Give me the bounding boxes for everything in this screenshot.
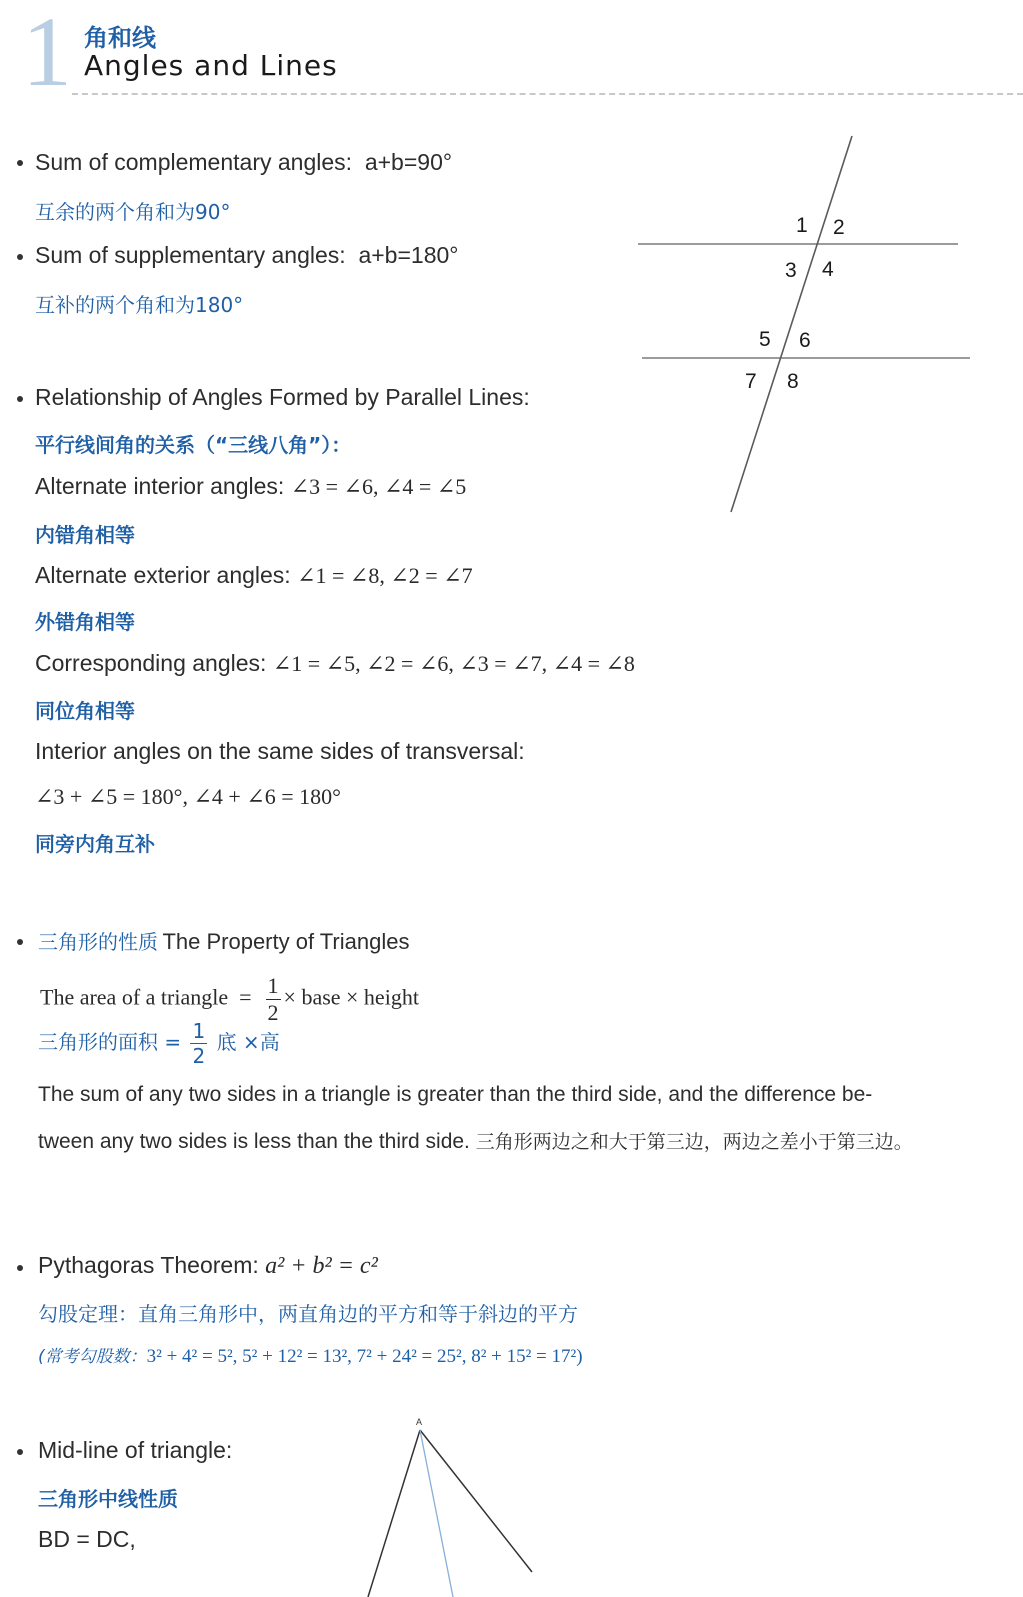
bullet-icon: [17, 1449, 23, 1455]
fraction-one-half-cn: $\frac{1}{2}$: [192, 1019, 206, 1068]
angle-label-1: 1: [796, 214, 808, 237]
triangle-side-ab: [368, 1430, 420, 1597]
triangle-median-ad: [420, 1430, 453, 1597]
pythagoras-row: Pythagoras Theorem: a² + b² = c²: [38, 1252, 378, 1279]
triangle-area-cn: 三角形的面积 = $\frac{1}{2}$ 底 ×高: [38, 1019, 280, 1068]
angle-label-6: 6: [799, 329, 811, 352]
bullet-icon: [17, 939, 23, 945]
supplementary-formula: a+b=180°: [358, 242, 459, 268]
corresponding-formula: ∠1 = ∠5, ∠2 = ∠6, ∠3 = ∠7, ∠4 = ∠8: [272, 651, 635, 676]
angle-label-7: 7: [745, 370, 757, 393]
angle-label-8: 8: [787, 370, 799, 393]
parallel-lines-diagram: [630, 130, 980, 520]
supplementary-label: Sum of supplementary angles: a+b=180°: [35, 242, 459, 268]
bullet-icon: [17, 396, 23, 402]
complementary-label: Sum of complementary angles: a+b=90°: [35, 149, 453, 175]
triangle-sides-line2: tween any two sides is less than the third side. 三角形两边之和大于第三边，两边之差小于第三边。: [38, 1130, 913, 1153]
midline-cn: 三角形中线性质: [38, 1487, 178, 1511]
midline-eq: BD = DC,: [38, 1526, 136, 1552]
complementary-formula: a+b=90°: [364, 149, 453, 175]
pythagoras-cn: 勾股定理：直角三角形中，两直角边的平方和等于斜边的平方: [38, 1302, 578, 1326]
triangle-sides-line1: The sum of any two sides in a triangle is greater than the third side, and the difference be-: [38, 1083, 873, 1106]
section-title-en: Angles and Lines: [84, 49, 338, 82]
header-divider: [72, 93, 1023, 95]
angle-label-4: 4: [822, 258, 834, 281]
triangle-side-ac: [420, 1430, 532, 1572]
section-number: 1: [22, 0, 72, 107]
angle-label-5: 5: [759, 328, 771, 351]
alternate-exterior-formula: ∠1 = ∠8, ∠2 = ∠7: [297, 563, 473, 588]
angle-label-2: 2: [833, 216, 845, 239]
angle-label-3: 3: [785, 259, 797, 282]
alternate-interior-formula: ∠3 = ∠6, ∠4 = ∠5: [290, 474, 467, 499]
interior-same-side-formula: ∠3 + ∠5 = 180°, ∠4 + ∠6 = 180°: [35, 784, 341, 809]
interior-same-side-cn: 同旁内角互补: [35, 832, 155, 856]
midline-label: Mid-line of triangle:: [38, 1437, 233, 1463]
triangle-heading: 三角形的性质 The Property of Triangles: [38, 929, 410, 954]
vertex-label-a: A: [416, 1417, 423, 1427]
triangle-area-formula: The area of a triangle = $\frac{1}{2}$ × base × height: [40, 973, 419, 1025]
pythagoras-formula: a² + b² = c²: [265, 1253, 378, 1279]
bullet-icon: [17, 160, 23, 166]
corresponding-cn: 同位角相等: [35, 699, 135, 723]
interior-same-side-label: Interior angles on the same sides of transversal:: [35, 738, 525, 764]
bullet-icon: [17, 254, 23, 260]
pythagoras-note: (常考勾股数：3² + 4² = 5², 5² + 12² = 13², 7² + 24² = 25², 8² + 15² = 17²): [38, 1346, 583, 1367]
bullet-icon: [17, 1265, 23, 1271]
parallel-heading: Relationship of Angles Formed by Parallel Lines:: [35, 384, 530, 410]
midline-triangle-diagram: [350, 1410, 570, 1597]
alternate-exterior-cn: 外错角相等: [35, 610, 135, 634]
parallel-heading-cn: 平行线间角的关系（“三线八角”）：: [35, 433, 352, 457]
supplementary-cn: 互补的两个角和为180°: [35, 293, 244, 317]
complementary-cn: 互余的两个角和为90°: [35, 200, 231, 224]
fraction-one-half: $\frac{1}{2}$: [267, 973, 279, 1025]
alternate-exterior-row: Alternate exterior angles: ∠1 = ∠8, ∠2 = ∠7: [35, 562, 473, 588]
section-title-cn: 角和线: [84, 24, 156, 52]
alternate-interior-cn: 内错角相等: [35, 523, 135, 547]
alternate-interior-row: Alternate interior angles: ∠3 = ∠6, ∠4 = ∠5: [35, 473, 467, 499]
transversal-line: [731, 136, 852, 512]
corresponding-row: Corresponding angles: ∠1 = ∠5, ∠2 = ∠6, ∠3 = ∠7, ∠4 = ∠8: [35, 650, 635, 676]
